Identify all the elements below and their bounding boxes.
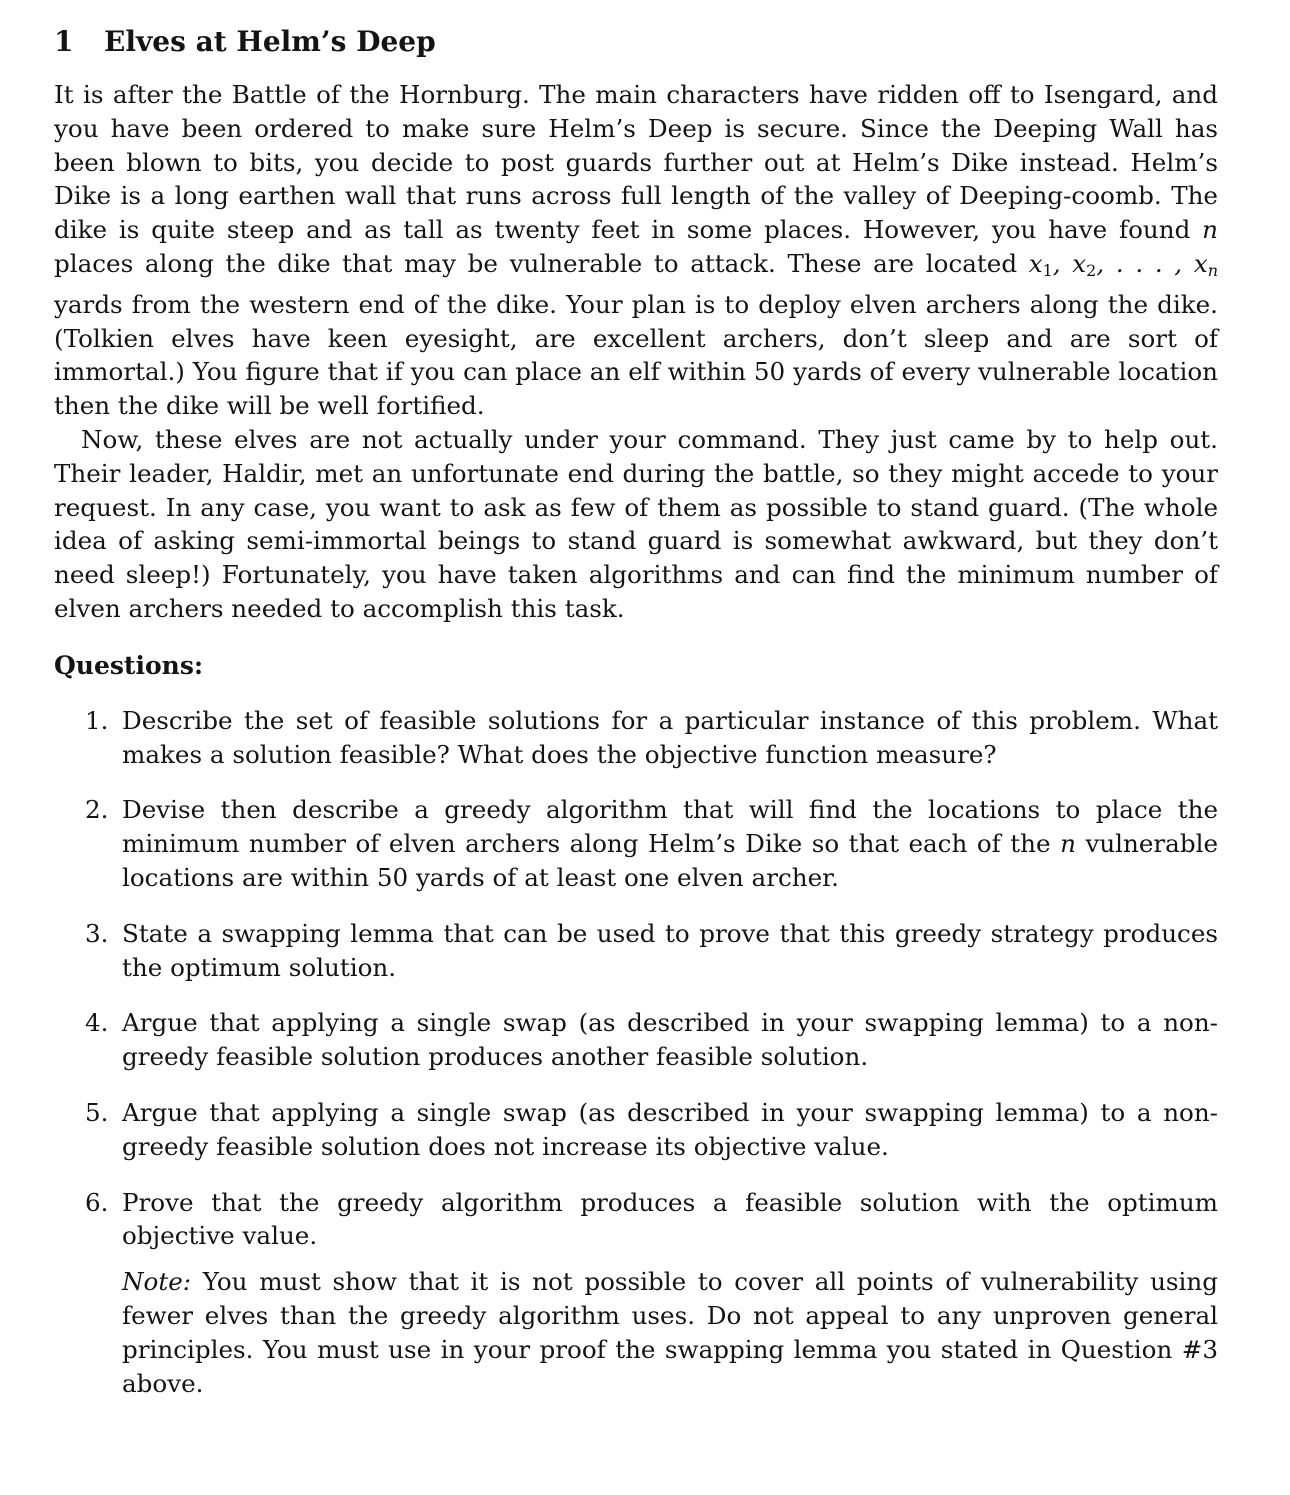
question-3 <box>54 917 1218 985</box>
question-2 <box>54 793 1218 894</box>
question-number: 4. <box>85 1008 109 1038</box>
question-text: Devise then describe a greedy algorithm that will find the locations to place the minimum number of elven archers along Helm’s Dike so that each of the n vulnerable locations are within 50 yards of at least one elven archer. <box>122 795 1219 892</box>
question-4 <box>54 1006 1218 1074</box>
section-title-text: Elves at Helm’s Deep <box>104 25 436 58</box>
questions-heading: Questions: <box>54 650 204 680</box>
section-number: 1 <box>54 25 74 58</box>
question-number: 5. <box>85 1097 109 1127</box>
question-text: Prove that the greedy algorithm produces a feasible solution with the optimum objective value. <box>122 1187 1218 1251</box>
question-text: Describe the set of feasible solutions for a particular instance of this problem. What makes a solution feasible? What does the objective function measure? <box>122 705 1218 769</box>
question-number: 2. <box>85 795 109 825</box>
document-page <box>54 22 1218 1422</box>
question-6 <box>54 1186 1218 1401</box>
question-1 <box>54 704 1218 772</box>
section-title <box>54 22 1218 62</box>
math-var-n: n <box>1060 829 1076 859</box>
question-number: 3. <box>85 918 109 948</box>
question-number: 1. <box>85 705 109 735</box>
question-text: State a swapping lemma that can be used to prove that this greedy strategy produces the optimum solution. <box>122 918 1218 982</box>
questions-list <box>54 704 1218 1401</box>
question-note <box>122 1265 1218 1400</box>
question-5 <box>54 1096 1218 1164</box>
note-label: Note: <box>122 1267 192 1297</box>
intro-paragraph-1: It is after the Battle of the Hornburg. The main characters have ridden off to Isengard, and you have been ordered to make sure Helm’s Deep is secure. Since the Deeping Wall has been blown to bits, you decide to post guards further out at Helm’s Dike instead. Helm’s Dike is a long earthen wall that runs across full length of the valley of Deeping-coomb. The dike is quite steep and as tall as twenty feet in some places. However, you have found n places along the dike that may be vulnerable to attack. These are located $x_1$, $x_2$, . . . , $x_n$ yards from the western end of the dike. Your plan is to deploy elven archers along the dike. (Tolkien elves have keen eyesight, are excellent archers, don’t sleep and are sort of immortal.) You figure that if you can place an elf within 50 yards of every vulnerable location then the dike will be well fortified. <box>54 80 1218 421</box>
intro-paragraph-2: Now, these elves are not actually under your command. They just came by to help out. Their leader, Haldir, met an unfortunate end during the battle, so they might accede to your request. In any case, you want to ask as few of them as possible to stand guard. (The whole idea of asking semi-immortal beings to stand guard is somewhat awkward, but they don’t need sleep!) Fortunately, you have taken algorithms and can find the minimum number of elven archers needed to accomplish this task. <box>54 424 1218 623</box>
question-number: 6. <box>85 1187 109 1217</box>
question-text: Argue that applying a single swap (as described in your swapping lemma) to a non-greedy feasible solution produces another feasible solution. <box>122 1008 1218 1072</box>
note-text: You must show that it is not possible to cover all points of vulnerability using fewer elves than the greedy algorithm uses. Do not appeal to any unproven general principles. You must use in your proof the swapping lemma you stated in Question #3 above. <box>122 1267 1218 1398</box>
math-var-n: n <box>1202 215 1218 245</box>
question-text: Argue that applying a single swap (as described in your swapping lemma) to a non-greedy feasible solution does not increase its objective value. <box>122 1097 1218 1161</box>
math-location-list: $x_1$, $x_2$, . . . , $x_n$ <box>1028 248 1218 280</box>
